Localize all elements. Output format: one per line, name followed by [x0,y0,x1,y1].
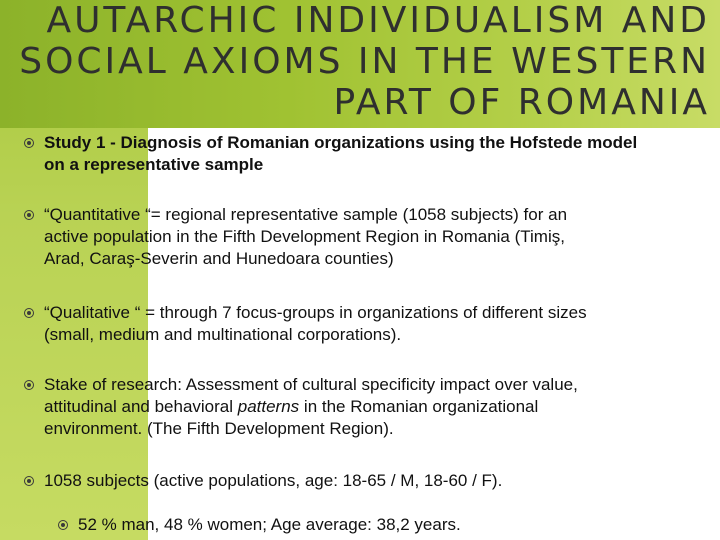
bullet-line: on a representative sample [44,155,264,174]
slide-title [19,0,710,123]
bullet-line: (small, medium and multinational corporations). [44,325,402,344]
bullet-icon [24,476,34,486]
bullet-icon [24,210,34,220]
bullet-line-part: attitudinal and behavioral [44,397,238,416]
bullet-line: Study 1 - Diagnosis of Romanian organizations using the Hofstede model [44,133,638,152]
bullet-text [44,204,704,270]
title-line-3: PART OF ROMANIA [333,82,710,123]
bullet-line: 1058 subjects (active populations, age: 18-65 / M, 18-60 / F). [44,471,503,490]
bullet-line: Stake of research: Assessment of cultural specificity impact over value, [44,375,578,394]
bullet-line: Arad, Caraş-Severin and Hunedoara counties) [44,249,394,268]
title-line-1: AUTARCHIC INDIVIDUALISM AND [46,0,710,41]
bullet-text [44,132,704,176]
bullet-line-part: in the Romanian organizational [299,397,539,416]
title-line-2: SOCIAL AXIOMS IN THE WESTERN [19,41,710,82]
bullet-text [44,470,704,492]
bullet-icon [58,520,68,530]
bullet-icon [24,308,34,318]
sub-bullet-text: 52 % man, 48 % women; Age average: 38,2 years. [78,515,461,534]
bullet-line: “Qualitative “ = through 7 focus-groups in organizations of different sizes [44,303,587,322]
bullet-text [44,374,704,440]
bullet-line: “Quantitative “= regional representative sample (1058 subjects) for an [44,205,568,224]
bullet-line: environment. (The Fifth Development Region). [44,419,394,438]
bullet-icon [24,138,34,148]
emphasis-text: patterns [237,397,300,416]
bullet-line: active population in the Fifth Development Region in Romania (Timiş, [44,227,565,246]
bullet-text [44,302,704,346]
bullet-icon [24,380,34,390]
